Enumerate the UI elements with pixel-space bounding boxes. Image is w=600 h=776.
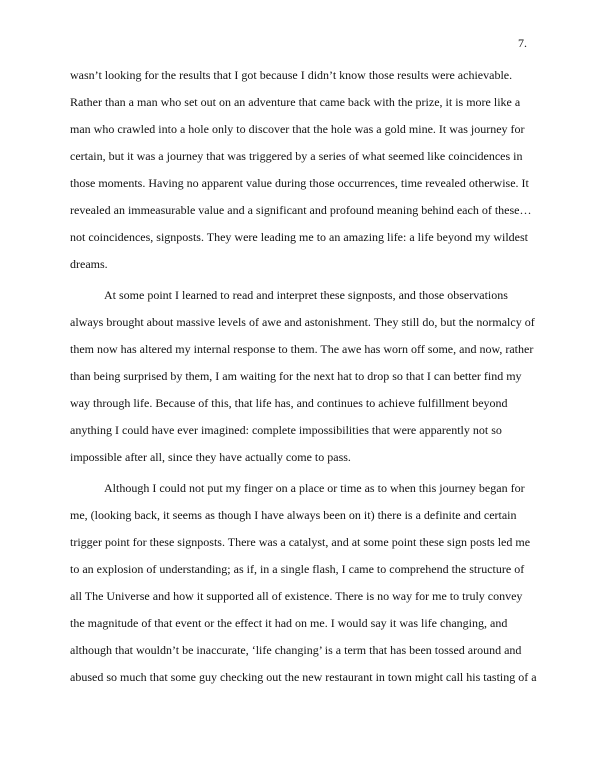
text-line: man who crawled into a hole only to discover that the hole was a gold mine. It was journey for <box>70 122 525 136</box>
text-line: not coincidences, signposts. They were leading me to an amazing life: a life beyond my wildest <box>70 230 528 244</box>
text-line: Rather than a man who set out on an adventure that came back with the prize, it is more like a <box>70 95 521 109</box>
text-line: At some point I learned to read and interpret these signposts, and those observations <box>104 288 508 302</box>
text-line: dreams. <box>70 257 108 271</box>
page-number: 7. <box>518 36 527 50</box>
text-line: the magnitude of that event or the effect it had on me. I would say it was life changing, and <box>70 616 508 630</box>
text-line: Although I could not put my finger on a place or time as to when this journey began for <box>104 481 525 495</box>
text-line: than being surprised by them, I am waiting for the next hat to drop so that I can better find my <box>70 369 522 383</box>
text-line: always brought about massive levels of awe and astonishment. They still do, but the normalcy of <box>70 315 535 329</box>
text-line: wasn’t looking for the results that I got because I didn’t know those results were achievable. <box>70 68 513 82</box>
text-line: to an explosion of understanding; as if, in a single flash, I came to comprehend the structure of <box>70 562 525 576</box>
text-line: them now has altered my internal response to them. The awe has worn off some, and now, rather <box>70 342 534 356</box>
text-line: abused so much that some guy checking out the new restaurant in town might call his tasting of a <box>70 670 537 684</box>
text-line: impossible after all, since they have actually come to pass. <box>70 450 351 464</box>
text-line: certain, but it was a journey that was triggered by a series of what seemed like coincidences in <box>70 149 523 163</box>
text-line: although that wouldn’t be inaccurate, ‘life changing’ is a term that has been tossed around and <box>70 643 522 657</box>
text-line: trigger point for these signposts. There was a catalyst, and at some point these sign posts led me <box>70 535 531 549</box>
text-line: revealed an immeasurable value and a significant and profound meaning behind each of these… <box>70 203 532 217</box>
text-line: way through life. Because of this, that life has, and continues to achieve fulfillment beyond <box>70 396 508 410</box>
text-line: those moments. Having no apparent value during those occurrences, time revealed otherwise. It <box>70 176 529 190</box>
text-line: anything I could have ever imagined: complete impossibilities that were apparently not so <box>70 423 502 437</box>
text-line: all The Universe and how it supported all of existence. There is no way for me to truly convey <box>70 589 523 603</box>
text-line: me, (looking back, it seems as though I have always been on it) there is a definite and certain <box>70 508 517 522</box>
